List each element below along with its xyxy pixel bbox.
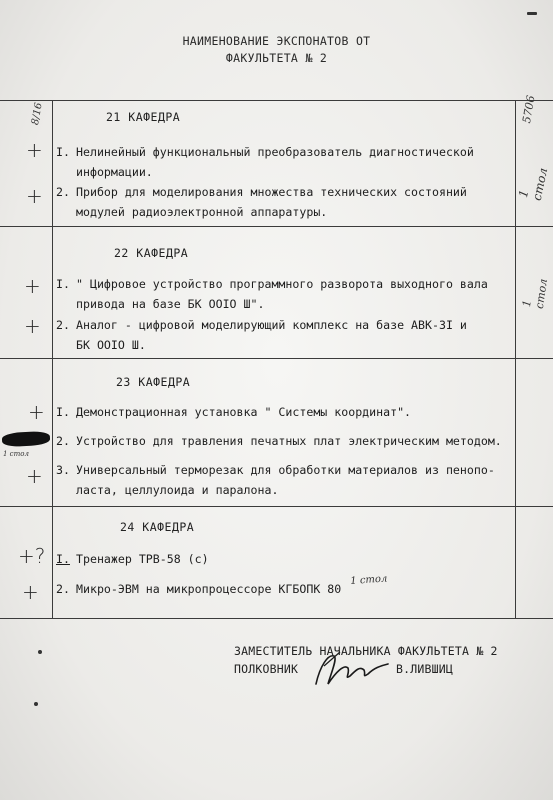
- list-item: [56, 315, 516, 355]
- item-text-cont: ласта, целлулоида и паралона.: [76, 483, 279, 497]
- handwritten-note: 8/16: [30, 101, 45, 126]
- section-title: 24 КАФЕДРА: [120, 520, 195, 534]
- item-number: 2.: [56, 318, 70, 332]
- handwritten-plus-mark: +: [22, 580, 39, 604]
- section-divider: [0, 358, 553, 359]
- doc-title-line1: НАИМЕНОВАНИЕ ЭКСПОНАТОВ ОТ: [182, 34, 371, 48]
- stray-mark: [527, 12, 537, 15]
- list-item: [56, 431, 516, 451]
- item-text: Нелинейный функциональный преобразователь диагностической: [76, 145, 474, 159]
- item-number: 2.: [56, 434, 70, 448]
- table-left-rule: [52, 100, 53, 618]
- item-number: I.: [56, 145, 70, 159]
- handwritten-plus-mark: +: [26, 138, 43, 162]
- item-number: 3.: [56, 463, 70, 477]
- handwritten-note: 1 стол: [350, 573, 388, 587]
- table-top-border: [0, 100, 553, 101]
- item-text: Прибор для моделирования множества технических состояний: [76, 185, 467, 199]
- handwritten-plus-mark: +: [26, 464, 43, 488]
- item-text-cont: информации.: [76, 165, 153, 179]
- signature-name: В.ЛИВШИЦ: [396, 662, 453, 676]
- list-item: [56, 182, 516, 222]
- list-item: [56, 274, 516, 314]
- item-text: Демонстрационная установка " Системы координат".: [76, 405, 412, 419]
- list-item: [56, 579, 516, 599]
- table-bottom-border: [0, 618, 553, 619]
- item-number: 2.: [56, 185, 70, 199]
- handwritten-note: 5706: [520, 94, 538, 125]
- list-item: [56, 549, 516, 569]
- handwritten-plus-question-mark: +?: [18, 544, 46, 568]
- item-text: Микро-ЭВМ на микропроцессоре КГБОПК 80: [76, 582, 342, 596]
- handwritten-note: 1 стол: [516, 166, 551, 202]
- item-text: Тренажер ТРВ-58 (с): [76, 552, 209, 566]
- item-number: 2.: [56, 582, 70, 596]
- handwritten-plus-mark: +: [28, 400, 45, 424]
- section-title: 22 КАФЕДРА: [114, 246, 189, 260]
- list-item: [56, 460, 516, 500]
- signature-position: ЗАМЕСТИТЕЛЬ НАЧАЛЬНИКА ФАКУЛЬТЕТА № 2: [234, 644, 498, 658]
- handwritten-plus-mark: +: [24, 274, 41, 298]
- item-text: Устройство для травления печатных плат электрическим методом.: [76, 434, 502, 448]
- item-text: " Цифровое устройство программного разворота выходного вала: [76, 277, 488, 291]
- item-text: Универсальный терморезак для обработки материалов из пенопо-: [76, 463, 495, 477]
- item-text: Аналог - цифровой моделирующий комплекс на базе АВК-3I и: [76, 318, 467, 332]
- section-title: 21 КАФЕДРА: [106, 110, 181, 124]
- item-number: I.: [56, 405, 70, 419]
- stray-mark: [34, 702, 38, 706]
- section-divider: [0, 506, 553, 507]
- handwritten-plus-mark: +: [26, 184, 43, 208]
- item-text-cont: БК ООIО Ш.: [76, 338, 146, 352]
- list-item: [56, 402, 516, 422]
- list-item: [56, 142, 516, 182]
- section-divider: [0, 226, 553, 227]
- doc-title-line2: ФАКУЛЬТЕТА № 2: [225, 51, 328, 65]
- section-title: 23 КАФЕДРА: [116, 375, 191, 389]
- handwritten-note: 1 стол: [3, 450, 29, 458]
- signature-rank: ПОЛКОВНИК: [234, 662, 299, 676]
- item-text-cont: модулей радиоэлектронной аппаратуры.: [76, 205, 328, 219]
- handwritten-note: 1 стол: [520, 277, 550, 310]
- handwritten-plus-mark: +: [24, 314, 41, 338]
- item-number: I.: [56, 277, 70, 291]
- stray-mark: [38, 650, 42, 654]
- item-text-cont: привода на базе БК ООIО Ш".: [76, 297, 265, 311]
- handwritten-signature: [310, 646, 392, 692]
- item-number: I.: [56, 552, 70, 566]
- ink-blot: [2, 431, 51, 447]
